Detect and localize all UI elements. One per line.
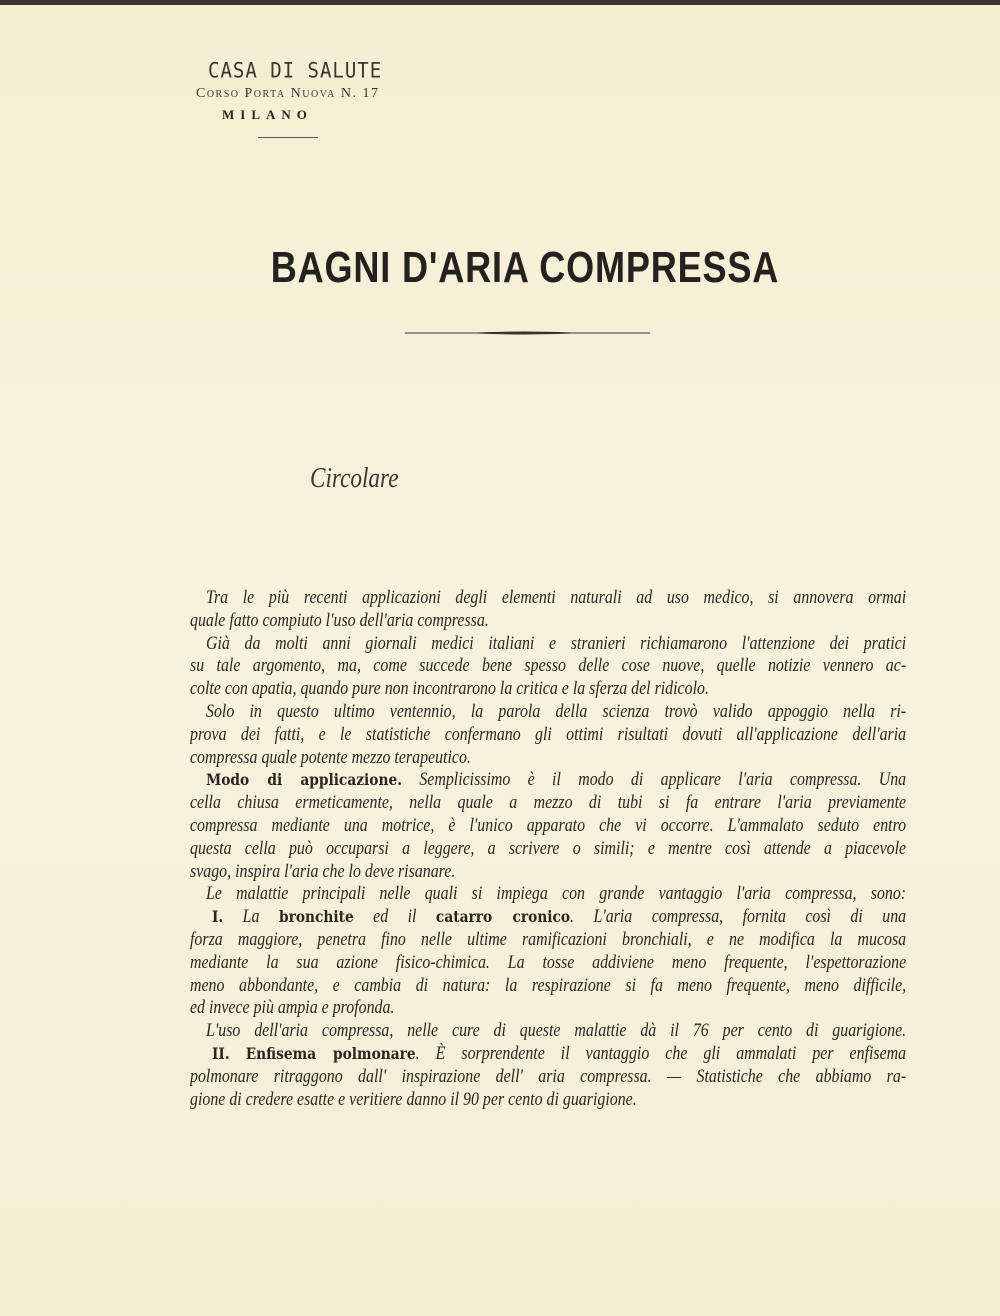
body-text: prova dei fatti, e le statistiche confermano gli ottimi risultati dovuti all'applicazione dell'aria [190, 724, 906, 745]
text-line-content [190, 610, 906, 633]
text-line [190, 975, 906, 998]
text-line-content [190, 1066, 906, 1089]
bold-heading-text: catarro cronico [435, 907, 571, 927]
text-line [190, 792, 906, 815]
body-text [230, 1044, 246, 1064]
text-line [190, 952, 906, 975]
institution-name: CASA DI SALUTE [208, 58, 383, 84]
text-line [190, 633, 906, 656]
body-text: questa cella può occuparsi a leggere, a scrivere o simili; e mentre così attende a piacevole [190, 838, 906, 859]
body-text: Già da molti anni giornali medici italiani e stranieri richiamarono l'attenzione dei pratici [206, 633, 906, 654]
bold-heading-text: I. [212, 907, 224, 927]
text-line [190, 724, 906, 747]
ornamental-divider [405, 331, 650, 335]
text-line-content [206, 1020, 906, 1043]
text-line-content [212, 906, 906, 929]
text-line-content [206, 883, 906, 906]
body-text: svago, inspira l'aria che lo deve risanare. [190, 861, 456, 882]
body-text: . È sorprendente il vantaggio che gli ammalati per enfisema [415, 1043, 906, 1064]
text-line-content [190, 838, 906, 861]
document-subtitle: Circolare [310, 462, 399, 494]
bold-heading-text: bronchite [278, 907, 354, 927]
text-line-content [190, 929, 906, 952]
body-text: L'uso dell'aria compressa, nelle cure di queste malattie dà il 76 per cento di guarigione. [206, 1021, 906, 1042]
text-line [190, 997, 906, 1020]
body-text: mediante la sua azione fisico-chimica. La tosse addiviene meno frequente, l'espettorazione [190, 952, 906, 973]
bold-heading-text: Modo di applicazione. [206, 770, 402, 790]
text-line-content [190, 678, 906, 701]
text-line [190, 1020, 906, 1043]
document-title: BAGNI D'ARIA COMPRESSA [270, 243, 780, 292]
text-line [190, 815, 906, 838]
text-line [190, 1066, 906, 1089]
body-text: gione di credere esatte e veritiere danno il 90 per cento di guarigione. [190, 1089, 637, 1110]
body-text: ed il [353, 907, 436, 928]
text-line-content [190, 792, 906, 815]
text-line [190, 610, 906, 633]
text-line [190, 838, 906, 861]
body-text: compressa mediante una motrice, è l'unico apparato che vi occorre. L'ammalato seduto entro [190, 815, 906, 836]
text-line [190, 678, 906, 701]
text-line [190, 747, 906, 770]
text-line-content [206, 701, 906, 724]
body-text: cella chiusa ermeticamente, nella quale a mezzo di tubi si fa entrare l'aria previamente [190, 793, 906, 814]
text-line [190, 1089, 906, 1112]
text-line-content [206, 633, 906, 656]
body-text: compressa quale potente mezzo terapeutico. [190, 747, 471, 768]
body-text: La [223, 907, 279, 928]
city: MILANO [222, 107, 313, 122]
text-line [190, 587, 906, 610]
document-body [190, 587, 906, 1111]
text-line-content [206, 587, 906, 610]
text-line-content [190, 997, 906, 1020]
text-line [190, 769, 906, 792]
text-line-content [190, 724, 906, 747]
bold-heading-text: II. [212, 1043, 230, 1063]
text-line [190, 883, 906, 906]
body-text: ed invece più ampia e profonda. [190, 998, 395, 1019]
body-text: forza maggiore, penetra fino nelle ultime ramificazioni bronchiali, e ne modifica la mucosa [190, 929, 906, 950]
body-text: Solo in questo ultimo ventennio, la parola della scienza trovò valido appoggio nella ri- [206, 701, 906, 722]
text-line [190, 906, 906, 929]
text-line-content [212, 1043, 906, 1066]
address: Corso Porta Nuova N. 17 [196, 86, 380, 101]
text-line-content [190, 1089, 906, 1112]
text-line [190, 655, 906, 678]
body-text: Semplicissimo è il modo di applicare l'aria compressa. Una [401, 770, 906, 791]
text-line [190, 701, 906, 724]
text-line-content [190, 952, 906, 975]
text-line-content [190, 747, 906, 770]
text-line [190, 1043, 906, 1066]
header-rule [258, 137, 318, 139]
text-line-content [190, 975, 906, 998]
text-line-content [190, 815, 906, 838]
body-text: meno abbondante, e cambia di natura: la respirazione si fa meno frequente, meno difficile, [190, 975, 906, 996]
body-text: Le malattie principali nelle quali si impiega con grande vantaggio l'aria compressa, sono: [206, 884, 906, 905]
body-text: . L'aria compressa, fornita così di una [570, 907, 906, 928]
text-line-content [206, 769, 906, 792]
body-text: colte con apatia, quando pure non incontrarono la critica e la sferza del ridicolo. [190, 679, 709, 700]
bold-heading-text: Enfisema polmonare [245, 1043, 416, 1063]
text-line-content [190, 861, 906, 884]
text-line-content [190, 655, 906, 678]
text-line [190, 861, 906, 884]
body-text: quale fatto compiuto l'uso dell'aria compressa. [190, 610, 489, 631]
text-line [190, 929, 906, 952]
body-text: Tra le più recenti applicazioni degli elementi naturali ad uso medico, si annovera ormai [206, 588, 906, 608]
body-text: polmonare ritraggono dall' inspirazione dell' aria compressa. — Statistiche che abbiamo ra- [190, 1066, 906, 1087]
body-text: su tale argomento, ma, come succede bene spesso delle cose nuove, quelle notizie vennero ac- [190, 656, 906, 677]
